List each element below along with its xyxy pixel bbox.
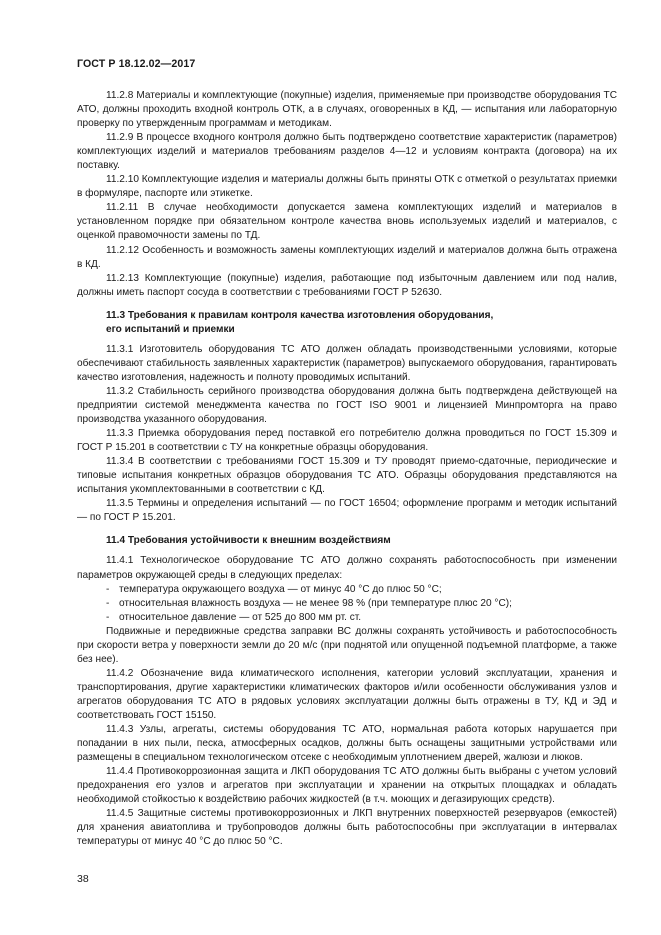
paragraph-11-2-9: 11.2.9 В процессе входного контроля должно быть подтверждено соответствие характеристик (параметров) комплектующих изделий и материалов требованиям разделов 4—12 и условиям контракта (договора) на их поставку.	[77, 132, 617, 172]
paragraph-11-4-4: 11.4.4 Противокоррозионная защита и ЛКП оборудования ТС АТО должны быть выбраны с учетом условий предохранения его узлов и агрегатов при эксплуатации и хранении на открытых площадках и обладать необходимой стойкостью к воздействию рабочих жидкостей (в т.ч. моющих и дегазирующих средств).	[77, 766, 617, 806]
list-item	[77, 583, 617, 597]
list-item-text: температура окружающего воздуха — от минус 40 °С до плюс 50 °С;	[119, 583, 442, 595]
page-number: 38	[77, 873, 89, 885]
list-item	[77, 597, 617, 611]
paragraph-11-4-1: 11.4.1 Технологическое оборудование ТС АТО должно сохранять работоспособность при изменении параметров окружающей среды в следующих пределах:	[77, 555, 617, 581]
list-dash: -	[106, 611, 110, 623]
paragraph-mobile-equipment: Подвижные и передвижные средства заправки ВС должны сохранять устойчивость и работоспособность при скорости ветра у поверхности земли до 20 м/с (при поднятой или опущенной подъемной платформе, а также без нее).	[77, 625, 617, 665]
paragraph-11-2-10: 11.2.10 Комплектующие изделия и материалы должны быть приняты ОТК с отметкой о результатах приемки в формуляре, паспорте или этикетке.	[77, 174, 617, 200]
paragraph-11-4-3: 11.4.3 Узлы, агрегаты, системы оборудования ТС АТО, нормальная работа которых нарушается при попадании в них пыли, песка, атмосферных осадков, должны быть оснащены защитными устройствами или размещены в специальном технологическом отсеке с необходимым уплотнением дверей, жалюзи и люков.	[77, 724, 617, 764]
paragraph-11-4-5: 11.4.5 Защитные системы противокоррозионных и ЛКП внутренних поверхностей резервуаров (емкостей) для хранения авиатоплива и трубопроводов должны быть работоспособны при эксплуатации в интервалах температуры от минус 40 °С до плюс 50 °С.	[77, 808, 617, 848]
section-heading-11-3-line2: его испытаний и приемки	[106, 323, 235, 335]
document-code-header: ГОСТ Р 18.12.02—2017	[77, 58, 196, 70]
section-heading-11-4: 11.4 Требования устойчивости к внешним воздействиям	[106, 535, 391, 547]
paragraph-11-3-1: 11.3.1 Изготовитель оборудования ТС АТО должен обладать производственными условиями, которые обеспечивают стабильность заявленных характеристик (параметров) выпускаемого оборудования, гарантировать качество изготовления, надежность и полноту проводимых испытаний.	[77, 343, 617, 383]
list-dash: -	[106, 597, 110, 609]
paragraph-11-3-2: 11.3.2 Стабильность серийного производства оборудования должна быть подтверждена действующей на предприятии системой менеджмента качества по ГОСТ ISO 9001 и лицензией Минпромторга на право производства указанного оборудования.	[77, 385, 617, 426]
paragraph-11-3-3: 11.3.3 Приемка оборудования перед поставкой его потребителю должна проводиться по ГОСТ 15.309 и ГОСТ Р 15.201 в соответствии с ТУ на конкретные образцы оборудования.	[77, 428, 617, 454]
list-item-text: относительное давление — от 525 до 800 мм рт. ст.	[119, 611, 362, 623]
paragraph-11-3-5: 11.3.5 Термины и определения испытаний — по ГОСТ 16504; оформление программ и методик испытаний — по ГОСТ Р 15.201.	[77, 498, 617, 524]
paragraph-11-2-13: 11.2.13 Комплектующие (покупные) изделия, работающие под избыточным давлением или под налив, должны иметь паспорт сосуда в соответствии с требованиями ГОСТ Р 52630.	[77, 272, 617, 298]
page-body	[77, 89, 617, 849]
list-item	[77, 611, 617, 625]
paragraph-11-2-12: 11.2.12 Особенность и возможность замены комплектующих изделий и материалов должна быть отражена в КД.	[77, 244, 617, 270]
paragraph-11-3-4: 11.3.4 В соответствии с требованиями ГОСТ 15.309 и ТУ проводят приемо-сдаточные, периодические и типовые испытания конкретных образцов оборудования ТС АТО. Образцы оборудования представляются на испытания укомплектованными в соответствии с КД.	[77, 456, 617, 496]
list-dash: -	[106, 583, 110, 595]
paragraph-11-2-8: 11.2.8 Материалы и комплектующие (покупные) изделия, применяемые при производстве оборудования ТС АТО, должны проходить входной контроль ОТК, а в случаях, оговоренных в КД, — испытания или лабораторную проверку по утвержденным программам и методикам.	[77, 90, 617, 130]
section-heading-11-3	[77, 309, 617, 337]
list-item-text: относительная влажность воздуха — не менее 98 % (при температуре плюс 20 °С);	[119, 597, 512, 609]
paragraph-11-2-11: 11.2.11 В случае необходимости допускается замена комплектующих изделий и материалов в установленном порядке при обязательном контроле качества вновь используемых изделий и материалов, с оценкой правомочности замены по ТД.	[77, 202, 617, 242]
paragraph-11-4-2: 11.4.2 Обозначение вида климатического исполнения, категории условий эксплуатации, хранения и транспортирования, другие характеристики климатических факторов и/или особенности обслуживания узлов и агрегатов оборудования ТС АТО в рядовых условиях эксплуатации должны быть отражены в ТУ, КД и ЭД и соответствовать ГОСТ 15150.	[77, 667, 617, 721]
section-heading-11-3-line1: 11.3 Требования к правилам контроля качества изготовления оборудования,	[106, 309, 494, 321]
